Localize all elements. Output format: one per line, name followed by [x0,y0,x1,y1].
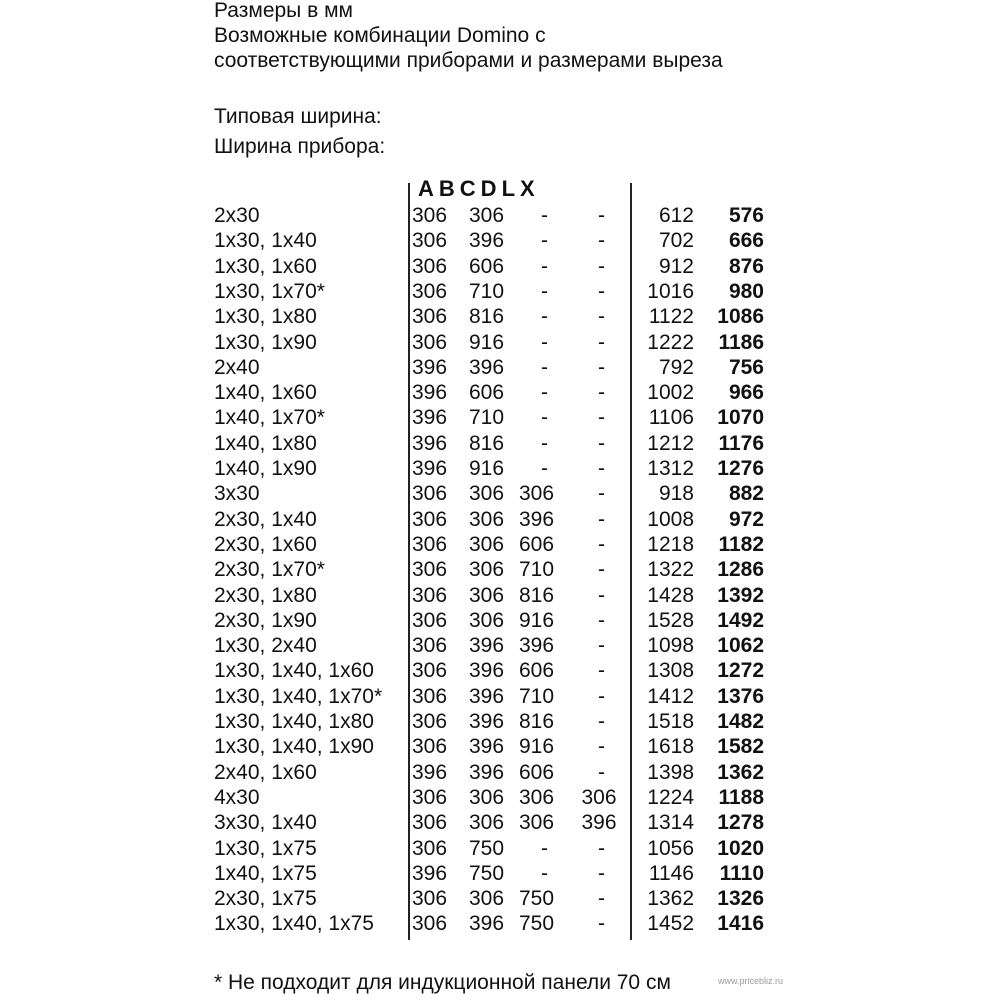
cutout-width-cell: 882 [728,482,764,506]
width-a-cell: 396 [412,406,448,430]
width-c-cell: 710 [519,684,555,708]
table-row [0,507,1000,532]
width-c-cell: - [541,381,548,405]
width-c-cell: - [541,305,548,329]
width-d-cell: - [598,608,605,632]
width-c-cell: - [541,861,548,885]
width-b-cell: 306 [469,204,505,227]
width-b-cell: 306 [469,583,505,607]
table-row [0,861,1000,886]
cutout-width-cell: 1272 [717,659,764,683]
width-d-cell: - [598,760,605,784]
width-a-cell: 306 [412,634,448,658]
width-b-cell: 396 [469,912,505,936]
width-b-cell: 816 [469,305,505,329]
column-header-a: A [418,176,435,201]
width-c-cell: - [541,406,548,430]
combination-cell: 1x30, 1x40, 1x90 [214,735,374,759]
width-b-cell: 306 [469,482,505,506]
width-a-cell: 396 [412,760,448,784]
cutout-width-cell: 1182 [718,532,764,556]
width-c-cell: 816 [519,583,555,607]
width-a-cell: 396 [412,457,448,480]
table-row [0,279,1000,304]
device-width-cell: 1618 [647,735,694,759]
device-width-cell: 1322 [647,558,694,582]
device-width-cell: 1212 [647,431,694,455]
width-d-cell: - [598,381,605,405]
combination-cell: 1x30, 1x40, 1x60 [214,659,374,683]
width-c-cell: 710 [519,558,555,582]
width-d-cell: 306 [581,785,617,809]
combination-cell: 2x30, 1x60 [214,532,317,556]
width-b-cell: 396 [469,634,505,658]
cutout-width-cell: 1286 [717,558,764,582]
width-b-cell: 750 [469,861,505,885]
table-row [0,785,1000,810]
cutout-width-cell: 1492 [717,608,764,632]
combination-cell: 2x30, 1x90 [214,608,317,632]
width-b-cell: 306 [469,507,505,531]
cutout-width-cell: 1582 [717,735,764,759]
width-d-cell: - [598,583,605,607]
combination-cell: 2x30 [214,204,260,227]
table-row [0,203,1000,228]
combination-cell: 2x30, 1x70* [214,558,325,582]
width-d-cell: - [598,836,605,860]
device-width-cell: 1452 [647,912,694,936]
typical-width-label: Типовая ширина: [214,105,382,128]
cutout-width-cell: 876 [728,254,764,278]
width-a-cell: 306 [412,659,448,683]
width-b-cell: 396 [469,659,505,683]
combination-cell: 1x40, 1x75 [214,861,317,885]
width-c-cell: 916 [519,608,555,632]
width-c-cell: 306 [519,811,555,835]
cutout-width-cell: 966 [728,381,764,405]
combination-cell: 1x30, 1x90 [214,330,317,354]
width-a-cell: 396 [412,431,448,455]
table-row [0,658,1000,683]
combination-cell: 2x40, 1x60 [214,760,317,784]
table-row [0,355,1000,380]
column-header-x: X [520,176,536,201]
width-a-cell: 306 [412,482,448,506]
width-a-cell: 306 [412,305,448,329]
device-width-cell: 1146 [648,861,694,885]
device-width-cell: 702 [658,229,694,253]
device-width-cell: 1518 [647,710,694,733]
width-c-cell: 606 [519,760,555,784]
cutout-width-cell: 1482 [717,710,764,733]
table-row [0,810,1000,835]
device-width-cell: 792 [658,355,694,379]
width-d-cell: - [598,355,605,379]
combination-cell: 1x30, 1x60 [214,254,317,278]
column-headers [418,176,540,202]
footnote: * Не подходит для индукционной панели 70 см [214,971,671,994]
device-width-cell: 1016 [647,279,694,303]
width-c-cell: 750 [519,912,555,936]
table-row [0,456,1000,481]
width-c-cell: - [541,836,548,860]
table-row [0,380,1000,405]
column-header-l: L [501,176,517,201]
device-width-cell: 612 [658,204,694,227]
width-b-cell: 816 [469,431,505,455]
width-a-cell: 396 [412,355,448,379]
width-a-cell: 306 [412,558,448,582]
combination-cell: 3x30 [214,482,260,506]
cutout-width-cell: 1326 [717,887,764,911]
width-d-cell: - [598,735,605,759]
width-a-cell: 306 [412,204,448,227]
width-b-cell: 306 [469,811,505,835]
width-a-cell: 306 [412,279,448,303]
combination-cell: 1x30, 1x80 [214,305,317,329]
combination-cell: 1x40, 1x90 [214,457,317,480]
width-d-cell: - [598,406,605,430]
width-b-cell: 396 [469,229,505,253]
table-row [0,532,1000,557]
device-width-cell: 1528 [647,608,694,632]
width-a-cell: 306 [412,583,448,607]
table-row [0,608,1000,633]
width-c-cell: 816 [519,710,555,733]
width-d-cell: - [598,431,605,455]
width-c-cell: - [541,355,548,379]
table-row [0,228,1000,253]
watermark-text: www.pricebliz.ru [718,976,784,986]
width-d-cell: - [598,482,605,506]
width-b-cell: 396 [469,760,505,784]
width-c-cell: 916 [519,735,555,759]
device-width-cell: 1122 [648,305,694,329]
width-b-cell: 396 [469,735,505,759]
width-c-cell: 396 [519,634,555,658]
width-c-cell: - [541,431,548,455]
device-width-cell: 1362 [647,887,694,911]
cutout-width-cell: 1188 [718,785,764,809]
width-a-cell: 396 [412,381,448,405]
combination-cell: 2x40 [214,355,260,379]
width-a-cell: 306 [412,912,448,936]
cutout-width-cell: 1110 [719,861,764,885]
width-d-cell: - [598,634,605,658]
width-d-cell: - [598,204,605,227]
combination-cell: 1x30, 1x40, 1x80 [214,710,374,733]
width-b-cell: 916 [469,330,505,354]
device-width-label: Ширина прибора: [214,135,386,158]
combination-cell: 3x30, 1x40 [214,811,317,835]
table-row [0,911,1000,936]
width-c-cell: 396 [519,507,555,531]
width-d-cell: - [598,684,605,708]
width-d-cell: - [598,229,605,253]
width-d-cell: - [598,861,605,885]
table-row [0,557,1000,582]
width-a-cell: 306 [412,330,448,354]
width-c-cell: - [541,279,548,303]
table-row [0,405,1000,430]
column-header-d: D [480,176,498,201]
table-row [0,760,1000,785]
device-width-cell: 918 [658,482,694,506]
device-width-cell: 1106 [648,406,694,430]
cutout-width-cell: 1186 [718,330,764,354]
cutout-width-cell: 1020 [717,836,764,860]
width-a-cell: 306 [412,710,448,733]
width-a-cell: 306 [412,532,448,556]
cutout-width-cell: 1376 [717,684,764,708]
width-b-cell: 710 [469,279,505,303]
width-d-cell: - [598,887,605,911]
cutout-width-cell: 980 [728,279,764,303]
cutout-width-cell: 972 [728,507,764,531]
cutout-width-cell: 1392 [717,583,764,607]
cutout-width-cell: 576 [728,204,764,227]
device-width-cell: 1002 [647,381,694,405]
width-b-cell: 306 [469,785,505,809]
width-b-cell: 750 [469,836,505,860]
table-row [0,709,1000,734]
table-row [0,734,1000,759]
column-header-c: C [459,176,477,201]
width-c-cell: 606 [519,532,555,556]
width-b-cell: 606 [469,381,505,405]
width-b-cell: 306 [469,887,505,911]
device-width-cell: 912 [658,254,694,278]
width-a-cell: 306 [412,785,448,809]
table-row [0,836,1000,861]
width-b-cell: 396 [469,684,505,708]
width-c-cell: - [541,229,548,253]
device-width-cell: 1098 [647,634,694,658]
width-d-cell: - [598,254,605,278]
width-d-cell: - [598,558,605,582]
width-d-cell: - [598,330,605,354]
cutout-width-cell: 1416 [717,912,764,936]
device-width-cell: 1428 [647,583,694,607]
combination-cell: 1x40, 1x70* [214,406,325,430]
width-a-cell: 306 [412,735,448,759]
width-c-cell: - [541,457,548,480]
combinations-heading-line2: соответствующими приборами и размерами выреза [214,49,723,72]
units-note: Размеры в мм [214,0,353,22]
width-d-cell: - [598,532,605,556]
combinations-heading-line1: Возможные комбинации Domino с [214,24,546,47]
width-a-cell: 396 [412,861,448,885]
cutout-width-cell: 1176 [718,431,764,455]
width-a-cell: 306 [412,887,448,911]
device-width-cell: 1224 [647,785,694,809]
width-c-cell: 606 [519,659,555,683]
cutout-width-cell: 1362 [717,760,764,784]
width-b-cell: 396 [469,355,505,379]
combination-cell: 1x30, 1x40, 1x70* [214,684,383,708]
width-c-cell: 750 [519,887,555,911]
width-a-cell: 306 [412,229,448,253]
table-row [0,431,1000,456]
width-b-cell: 916 [469,457,505,480]
table-row [0,583,1000,608]
table-row [0,304,1000,329]
cutout-width-cell: 1278 [717,811,764,835]
combination-cell: 2x30, 1x80 [214,583,317,607]
device-width-cell: 1218 [647,532,694,556]
width-d-cell: - [598,710,605,733]
width-a-cell: 306 [412,684,448,708]
cutout-width-cell: 756 [728,355,764,379]
combination-cell: 1x30, 1x40, 1x75 [214,912,374,936]
combination-cell: 1x30, 2x40 [214,634,317,658]
table-row [0,633,1000,658]
device-width-cell: 1056 [647,836,694,860]
width-b-cell: 306 [469,532,505,556]
width-c-cell: 306 [519,482,555,506]
width-b-cell: 306 [469,558,505,582]
combination-cell: 2x30, 1x75 [214,887,317,911]
combination-cell: 1x30, 1x75 [214,836,317,860]
width-b-cell: 606 [469,254,505,278]
device-width-cell: 1412 [647,684,694,708]
width-b-cell: 710 [469,406,505,430]
width-d-cell: - [598,305,605,329]
cutout-width-cell: 1062 [717,634,764,658]
width-d-cell: - [598,912,605,936]
width-d-cell: 396 [581,811,617,835]
width-d-cell: - [598,659,605,683]
cutout-width-cell: 1276 [717,457,764,480]
width-a-cell: 306 [412,608,448,632]
width-c-cell: - [541,254,548,278]
combination-cell: 2x30, 1x40 [214,507,317,531]
device-width-cell: 1312 [647,457,694,480]
width-a-cell: 306 [412,811,448,835]
device-width-cell: 1222 [647,330,694,354]
width-c-cell: - [541,204,548,227]
cutout-width-cell: 666 [728,229,764,253]
table-row [0,684,1000,709]
table-row [0,481,1000,506]
width-d-cell: - [598,279,605,303]
device-width-cell: 1398 [647,760,694,784]
cutout-width-cell: 1086 [717,305,764,329]
combination-cell: 1x40, 1x60 [214,381,317,405]
width-b-cell: 396 [469,710,505,733]
combination-cell: 1x30, 1x70* [214,279,325,303]
width-a-cell: 306 [412,507,448,531]
device-width-cell: 1314 [647,811,694,835]
combination-cell: 1x40, 1x80 [214,431,317,455]
combination-cell: 1x30, 1x40 [214,229,317,253]
width-b-cell: 306 [469,608,505,632]
width-a-cell: 306 [412,836,448,860]
table-row [0,254,1000,279]
table-row [0,330,1000,355]
width-c-cell: 306 [519,785,555,809]
cutout-width-cell: 1070 [717,406,764,430]
column-header-b: B [438,176,456,201]
width-a-cell: 306 [412,254,448,278]
width-d-cell: - [598,507,605,531]
table-row [0,886,1000,911]
combination-cell: 4x30 [214,785,260,809]
device-width-cell: 1008 [647,507,694,531]
width-c-cell: - [541,330,548,354]
width-d-cell: - [598,457,605,480]
device-width-cell: 1308 [647,659,694,683]
